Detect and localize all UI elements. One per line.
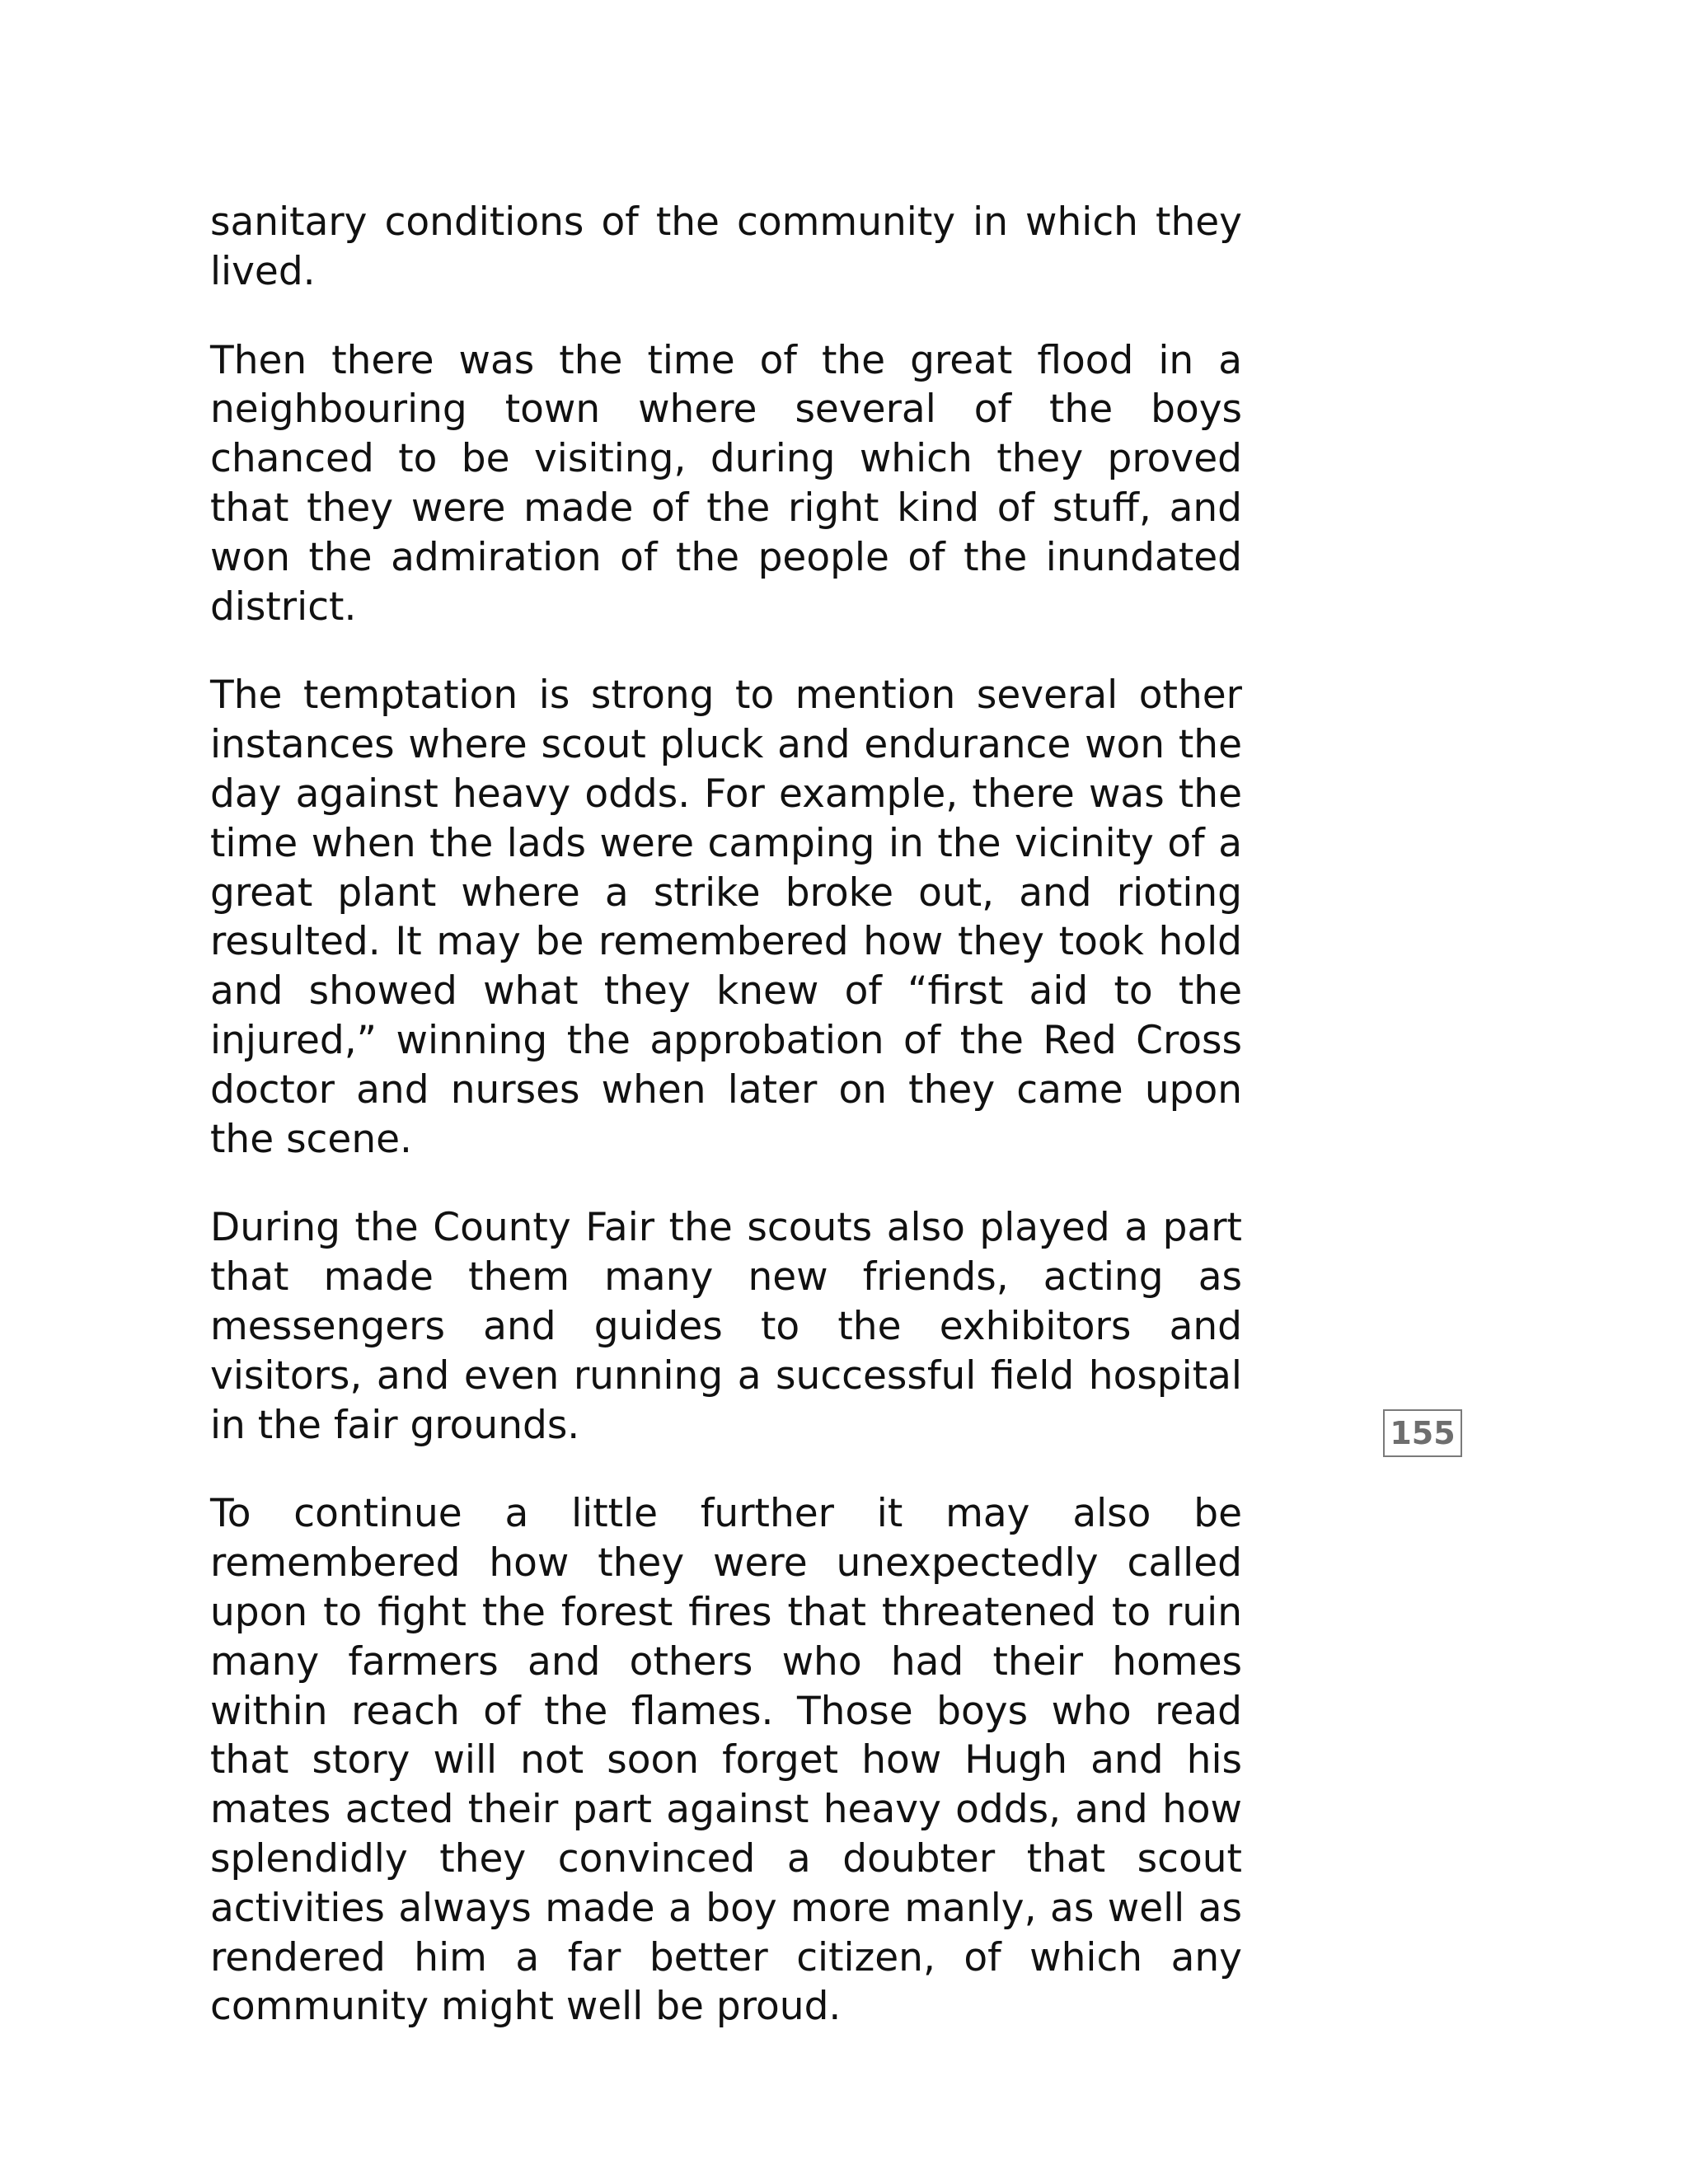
- paragraph-1: sanitary conditions of the community in which they lived.: [210, 199, 1242, 294]
- paragraph-3: The temptation is strong to mention several other instances where scout pluck and endurance won the day against heavy odds. For example, there was the time when the lads were camping in the vicinity of a great plant where a strike broke out, and rioting resulted. It may be remembered how they took hold and showed what they knew of “first aid to the injured,” winning the approbation of the Red Cross doctor and nurses when later on they came upon the scene.: [210, 673, 1242, 1162]
- paragraph-5: To continue a little further it may also be remembered how they were unexpectedly called upon to fight the forest fires that threatened to ruin many farmers and others who had their homes within reach of the flames. Those boys who read that story will not soon forget how Hugh and his mates acted their part against heavy odds, and how splendidly they convinced a doubter that scout activities always made a boy more manly, as well as rendered him a far better citizen, of which any community might well be proud.: [210, 1491, 1242, 2030]
- paragraph-4: During the County Fair the scouts also played a part that made them many new friends, acting as messengers and guides to the exhibitors and visitors, and even running a successful field hospital in the fair grounds.: [210, 1205, 1242, 1448]
- paragraph-2: Then there was the time of the great flood in a neighbouring town where several of the boys chanced to be visiting, during which they proved that they were made of the right kind of stuff, and won the admiration of the people of the inundated district.: [210, 337, 1242, 630]
- page-number: 155: [1383, 1409, 1462, 1457]
- page-body: [210, 198, 1242, 2071]
